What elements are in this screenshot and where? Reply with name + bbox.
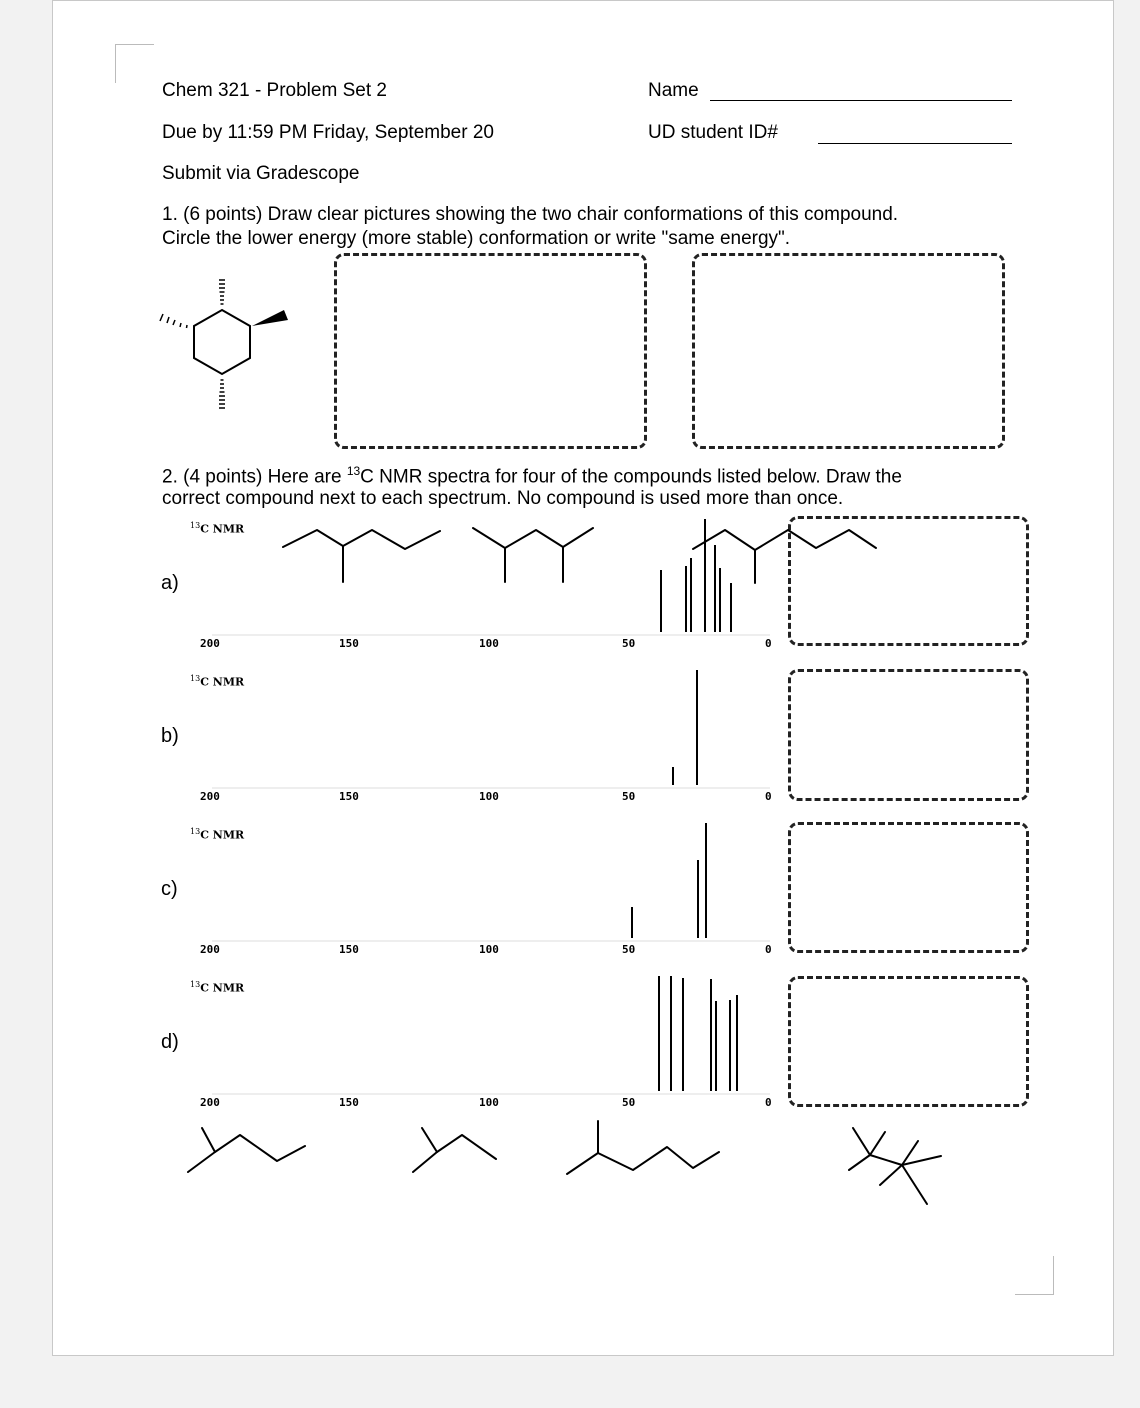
nmr-title: $^{13}$C NMR xyxy=(190,980,245,995)
q1-text-line2: Circle the lower energy (more stable) conformation or write "same energy". xyxy=(162,228,791,249)
tick-label: 0 xyxy=(765,1096,772,1109)
q2-text-pre: 2. (4 points) Here are xyxy=(162,466,347,488)
q2-text-line1 xyxy=(162,459,902,489)
tick-label: 200 xyxy=(200,790,220,803)
tick-label: 150 xyxy=(339,790,359,803)
student-id-label: UD student ID# xyxy=(648,122,778,143)
course-title: Chem 321 - Problem Set 2 xyxy=(162,80,387,101)
tick-label: 150 xyxy=(339,943,359,956)
answer-box-a[interactable] xyxy=(788,516,1029,646)
tick-label: 150 xyxy=(339,1096,359,1109)
compound-options xyxy=(0,0,1,1)
nmr-title: $^{13}$C NMR xyxy=(190,521,245,536)
page-corner-mark xyxy=(1015,1256,1054,1295)
tick-label: 50 xyxy=(622,943,636,956)
submit-instructions: Submit via Gradescope xyxy=(162,163,360,184)
chair-conformation-box-2[interactable] xyxy=(692,253,1005,449)
student-id-line[interactable] xyxy=(818,143,1012,144)
name-label: Name xyxy=(648,80,699,101)
tick-label: 0 xyxy=(765,637,772,650)
tick-label: 200 xyxy=(200,1096,220,1109)
nmr-title: $^{13}$C NMR xyxy=(190,827,245,842)
answer-box-b[interactable] xyxy=(788,669,1029,801)
q2-text-post: C NMR spectra for four of the compounds listed below. Draw the xyxy=(360,466,902,488)
spectrum-label: a) xyxy=(161,572,179,594)
tick-label: 100 xyxy=(479,637,499,650)
q2-text-line2: correct compound next to each spectrum. No compound is used more than once. xyxy=(162,488,844,509)
tick-label: 200 xyxy=(200,637,220,650)
q2-superscript: 13 xyxy=(346,464,361,478)
chair-conformation-box-1[interactable] xyxy=(334,253,647,449)
answer-box-c[interactable] xyxy=(788,822,1029,953)
tick-label: 0 xyxy=(765,790,772,803)
spectrum-label: c) xyxy=(161,878,178,900)
tick-label: 100 xyxy=(479,790,499,803)
tick-label: 100 xyxy=(479,1096,499,1109)
tick-label: 100 xyxy=(479,943,499,956)
cyclohexane-structure xyxy=(150,270,300,430)
answer-box-d[interactable] xyxy=(788,976,1029,1107)
q1-text-line1: 1. (6 points) Draw clear pictures showing the two chair conformations of this compound. xyxy=(162,204,899,225)
spectrum-label: b) xyxy=(161,725,179,747)
tick-label: 150 xyxy=(339,637,359,650)
nmr-title: $^{13}$C NMR xyxy=(190,674,245,689)
due-date: Due by 11:59 PM Friday, September 20 xyxy=(162,122,494,143)
page-corner-mark xyxy=(115,44,154,83)
tick-label: 200 xyxy=(200,943,220,956)
tick-label: 0 xyxy=(765,943,772,956)
tick-label: 50 xyxy=(622,637,636,650)
tick-label: 50 xyxy=(622,790,636,803)
name-line[interactable] xyxy=(710,100,1012,101)
tick-label: 50 xyxy=(622,1096,636,1109)
spectrum-label: d) xyxy=(161,1031,179,1053)
